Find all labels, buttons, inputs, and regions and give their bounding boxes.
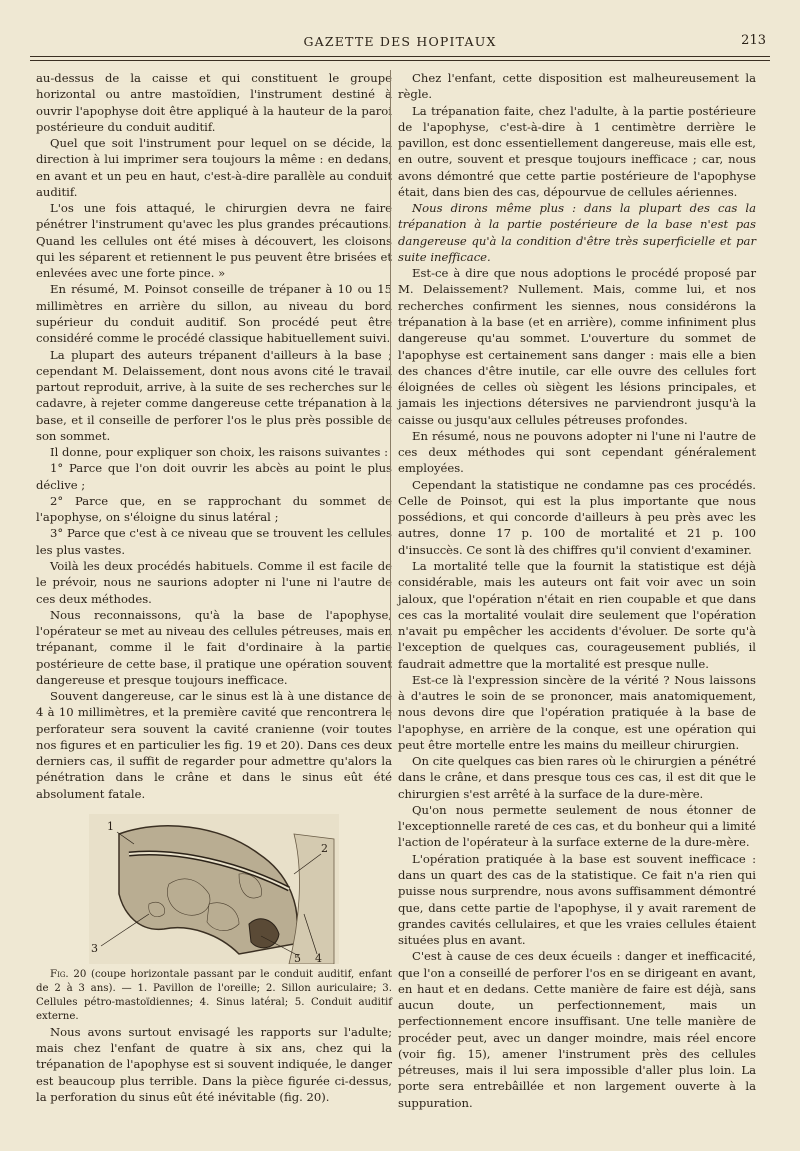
list-item: 1° Parce que l'on doit ouvrir les abcès au point le plus déclive ; bbox=[36, 461, 392, 492]
paragraph: Il donne, pour expliquer son choix, les raisons suivantes : bbox=[50, 445, 389, 460]
paragraph: La plupart des auteurs trépanent d'ailleurs à la base ; cependant M. Delaissement, dont nous avons cité le travail partout reproduit, arrive, à la suite de ses recherches sur le cadavre, à rejeter comme dangereuse cette trépanation à la base, et il conseille de perforer l'os le plus près possible de son sommet. bbox=[36, 347, 392, 443]
page-number: 213 bbox=[741, 33, 766, 48]
header-rule bbox=[30, 60, 770, 61]
paragraph: Cependant la statistique ne condamne pas ces procédés. Celle de Poinsot, qui est la plus importante que nous possédions, et qui concorde d'ailleurs à peu près avec les autres, donne 17 p. 100 de mortalité et 21 p. 100 d'insuccès. Ce sont là des chiffres qu'il convient d'examiner. bbox=[398, 477, 756, 557]
paragraph: C'est à cause de ces deux écueils : danger et inefficacité, que l'on a conseillé de perforer l'os en se dirigeant en avant, en haut et en dedans. Cette manière de faire est déjà, sans aucun doute, un perfectionnement, mais un perfectionnement encore insuffisant. Une telle manière de procéder peut, avec un danger moindre, mais réel encore (voir fig. 15), amener l'instrument près des cellules pétreuses, mais il lui sera impossible d'aller plus loin. La porte sera entrebâillée et non largement ouverte à la suppuration. bbox=[398, 949, 756, 1110]
list-item: 2° Parce que, en se rapprochant du sommet de l'apophyse, on s'éloigne du sinus latéral ; bbox=[36, 493, 392, 525]
caption-text: (coupe horizontale passant par le conduit auditif, enfant de 2 à 3 ans). — 1. Pavillon de l'oreille; 2. Sillon auriculaire; 3. Cellules pétro-mastoïdiennes; 4. Sinus latéral; 5. Conduit auditif externe. bbox=[36, 968, 392, 1022]
right-column bbox=[398, 70, 756, 1111]
figure-label: 2 bbox=[321, 841, 328, 855]
page-header bbox=[30, 30, 770, 57]
left-column bbox=[36, 70, 392, 1105]
figure-label: 5 bbox=[294, 951, 301, 964]
figure-caption bbox=[36, 968, 392, 1024]
paragraph: au-dessus de la caisse et qui constituent le groupe horizontal ou antre mastoïdien, l'instrument destiné à ouvrir l'apophyse doit être appliqué à la hauteur de la paroi postérieure du conduit auditif. bbox=[36, 71, 392, 134]
paragraph: En résumé, nous ne pouvons adopter ni l'une ni l'autre de ces deux méthodes qui sont cependant généralement employées. bbox=[398, 428, 756, 476]
paragraph: Souvent dangereuse, car le sinus est là à une distance de 4 à 10 millimètres, et la première cavité que rencontrera le perforateur sera souvent la cavité cranienne (voir toutes nos figures et en particulier les fig. 19 et 20). Dans ces deux derniers cas, il suffit de regarder pour admettre qu'alors la pénétration dans le crâne et dans le sinus eût été absolument fatale. bbox=[36, 689, 392, 801]
paragraph: Qu'on nous permette seulement de nous étonner de l'exceptionnelle rareté de ces cas, et du bonheur qui a limité l'action de l'opérateur à la surface externe de la dure-mère. bbox=[398, 802, 756, 850]
journal-title: GAZETTE DES HOPITAUX bbox=[303, 34, 497, 49]
paragraph: Voilà les deux procédés habituels. Comme il est facile de le prévoir, nous ne saurions adopter ni l'une ni l'autre de ces deux méthodes. bbox=[36, 558, 392, 606]
paragraph: Est-ce là l'expression sincère de la vérité ? Nous laissons à d'autres le soin de se prononcer, mais anatomiquement, nous devons dire que l'opération pratiquée à la base de l'apophyse, en arrière de la conque, est une opération qui peut être mortelle entre les mains du meilleur chirurgien. bbox=[398, 672, 756, 752]
figure-label: 1 bbox=[107, 819, 114, 833]
paragraph: Nous avons surtout envisagé les rapports sur l'adulte; mais chez l'enfant de quatre à six ans, chez qui la trépanation de l'apophyse est si souvent indiquée, le danger est beaucoup plus terrible. Dans la pièce figurée ci-dessus, la perforation du sinus eût été inévitable (fig. 20). bbox=[36, 1024, 392, 1105]
anatomical-figure bbox=[89, 814, 339, 964]
paragraph: L'opération pratiquée à la base est souvent inefficace : dans un quart des cas de la statistique. Ce fait n'a rien qui puisse nous surprendre, nous avons suffisamment démontré que, dans cette partie de l'apophyse, il y avait rarement de grandes cavités cellulaires, et que les vraies cellules étaient situées plus en avant. bbox=[398, 851, 756, 948]
paragraph: Nous reconnaissons, qu'à la base de l'apophyse, l'opérateur se met au niveau des cellules pétreuses, mais en trépanant, comme il le fait d'ordinaire à la partie postérieure de cette base, il pratique une opération souvent dangereuse et presque toujours inefficace. bbox=[36, 607, 392, 687]
paragraph: Quel que soit l'instrument pour lequel on se décide, la direction à lui imprimer sera toujours la même : en dedans, en avant et un peu en haut, c'est-à-dire parallèle au conduit auditif. bbox=[36, 136, 392, 199]
paragraph: Nous dirons même plus : dans la plupart des cas la trépanation à la partie postérieure de la base n'est pas dangereuse qu'à la condition d'être très superficielle et par suite inefficace. bbox=[398, 201, 756, 264]
paragraph: L'os une fois attaqué, le chirurgien devra ne faire pénétrer l'instrument qu'avec les plus grandes précautions. Quand les cellules ont été mises à découvert, les cloisons qui les séparent et retiennent le pus peuvent être brisées et enlevées avec une forte pince. » bbox=[36, 201, 392, 281]
figure-label: 4 bbox=[315, 951, 322, 964]
paragraph: La mortalité telle que la fournit la statistique est déjà considérable, mais les auteurs ont fait voir avec un soin jaloux, que l'opération n'était en rien coupable et que dans ces cas la mortalité voulait dire seulement que l'opération n'avait pu empêcher les accidents d'évoluer. De sorte qu'à l'exception de quelques cas, courageusement publiés, il faudrait admettre que la mortalité est presque nulle. bbox=[398, 558, 756, 671]
caption-label: Fig. 20 bbox=[50, 968, 87, 980]
figure-label: 3 bbox=[91, 941, 98, 955]
paragraph: Chez l'enfant, cette disposition est malheureusement la règle. bbox=[398, 71, 756, 102]
paragraph: Est-ce à dire que nous adoptions le procédé proposé par M. Delaissement? Nullement. Mais, comme lui, et nos recherches confirment les siennes, nous considérons la trépanation à la base (et en arrière), comme infiniment plus dangereuse qu'au sommet. L'ouverture du sommet de l'apophyse est certainement sans danger : mais elle a bien des chances d'être inutile, car elle ouvre des cellules fort éloignées de celles où siègent les lésions principales, et jamais les injections détersives ne parviendront jusqu'à la caisse ou jusqu'aux cellules pétreuses profondes. bbox=[398, 266, 756, 427]
list-item: 3° Parce que c'est à ce niveau que se trouvent les cellules les plus vastes. bbox=[36, 526, 392, 557]
paragraph: En résumé, M. Poinsot conseille de trépaner à 10 ou 15 millimètres en arrière du sillon, au niveau du bord supérieur du conduit auditif. Son procédé peut être considéré comme le procédé classique habituellement suivi. bbox=[36, 282, 392, 346]
paragraph: On cite quelques cas bien rares où le chirurgien a pénétré dans le crâne, et dans presque tous ces cas, il est dit que le chirurgien s'est arrêté à la surface de la dure-mère. bbox=[398, 754, 756, 801]
paragraph: La trépanation faite, chez l'adulte, à la partie postérieure de l'apophyse, c'est-à-dire à 1 centimètre derrière le pavillon, est donc essentiellement dangereuse, mais elle est, en outre, souvent et presque toujours inefficace ; car, nous avons démontré que cette partie postérieure de l'apophyse était, dans bien des cas, dépourvue de cellules aériennes. bbox=[398, 103, 756, 199]
